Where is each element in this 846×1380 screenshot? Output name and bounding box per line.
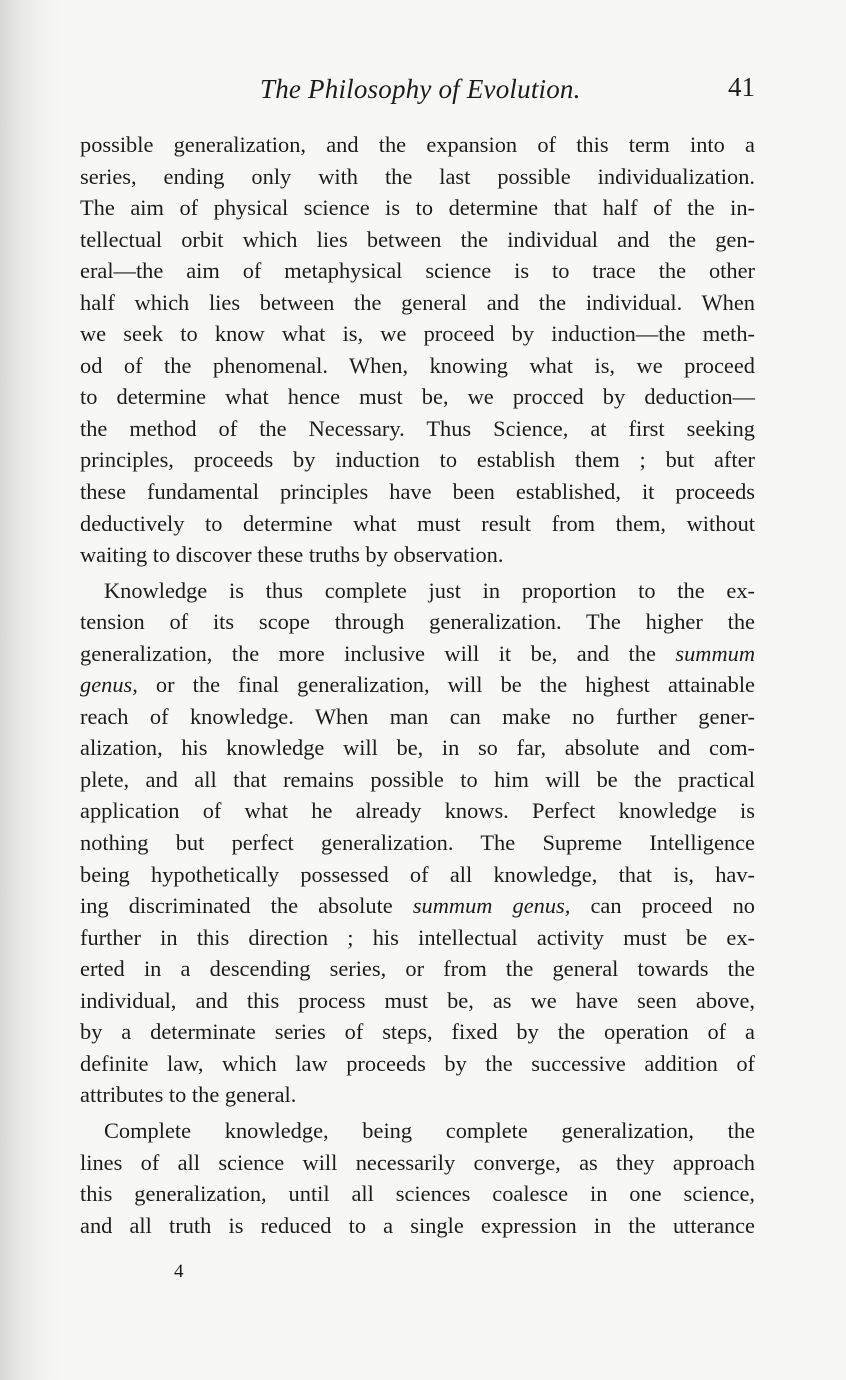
text-line: this generalization, until all sciences coalesce in one science, (80, 1181, 755, 1207)
text-line: to determine what hence must be, we procced by deduction— (80, 384, 755, 410)
signature-mark: 4 (174, 1261, 184, 1282)
text-line: lines of all science will necessarily converge, as they approach (80, 1149, 755, 1175)
text-line: we seek to know what is, we proceed by induction—the meth- (80, 321, 755, 347)
text-span: ing discriminated the absolute (80, 893, 393, 919)
text-line: the method of the Necessary. Thus Science, at first seeking (80, 415, 755, 441)
page-number: 41 (728, 72, 755, 102)
text-line (80, 669, 755, 701)
text-line: by a determinate series of steps, fixed by the operation of a (80, 1019, 755, 1045)
running-head (80, 70, 755, 106)
text-line: Complete knowledge, being complete generalization, the (104, 1117, 755, 1143)
text-line: half which lies between the general and the individual. When (80, 289, 755, 315)
italic-term: summum (675, 640, 755, 666)
italic-term: summum genus, (412, 893, 571, 919)
text-line: od of the phenomenal. When, knowing what is, we proceed (80, 352, 755, 378)
body-text (80, 129, 755, 1241)
text-line: tension of its scope through generalization. The higher the (80, 609, 755, 635)
page-gutter-shadow (0, 0, 60, 1380)
text-line (80, 890, 755, 922)
text-line (80, 638, 755, 670)
text-line: reach of knowledge. When man can make no further gener- (80, 703, 755, 729)
text-line: attributes to the general. (80, 1082, 297, 1108)
text-line: tellectual orbit which lies between the individual and the gen- (80, 226, 755, 252)
text-line: The aim of physical science is to determine that half of the in- (80, 195, 755, 221)
text-line: principles, proceeds by induction to establish them ; but after (80, 447, 755, 473)
text-span: generalization, the more inclusive will it be, and the (80, 640, 656, 666)
text-line: deductively to determine what must result from them, without (80, 510, 755, 536)
paragraph-1 (80, 129, 755, 571)
italic-term: genus, (80, 672, 138, 698)
text-span: or the final generalization, will be the highest attainable (155, 672, 755, 698)
text-line: alization, his knowledge will be, in so far, absolute and com- (80, 735, 755, 761)
text-span: can proceed no (590, 893, 755, 919)
text-line: and all truth is reduced to a single expression in the utterance (80, 1212, 755, 1238)
text-line: eral—the aim of metaphysical science is to trace the other (80, 258, 755, 284)
text-line: definite law, which law proceeds by the successive addition of (80, 1050, 755, 1076)
text-line: waiting to discover these truths by observation. (80, 542, 504, 568)
running-title: The Philosophy of Evolution. (260, 74, 581, 104)
text-line: erted in a descending series, or from the general towards the (80, 956, 755, 982)
paragraph-3 (80, 1115, 755, 1241)
text-line: series, ending only with the last possible individualization. (80, 163, 755, 189)
text-line: further in this direction ; his intellectual activity must be ex- (80, 924, 755, 950)
text-line: these fundamental principles have been established, it proceeds (80, 479, 755, 505)
text-line: application of what he already knows. Perfect knowledge is (80, 798, 755, 824)
text-line: plete, and all that remains possible to him will be the practical (80, 766, 755, 792)
text-line: Knowledge is thus complete just in proportion to the ex- (104, 577, 755, 603)
text-line: nothing but perfect generalization. The Supreme Intelligence (80, 830, 755, 856)
text-line: being hypothetically possessed of all knowledge, that is, hav- (80, 861, 755, 887)
paragraph-2 (80, 575, 755, 1111)
text-line: individual, and this process must be, as we have seen above, (80, 987, 755, 1013)
text-line: possible generalization, and the expansion of this term into a (80, 132, 755, 157)
